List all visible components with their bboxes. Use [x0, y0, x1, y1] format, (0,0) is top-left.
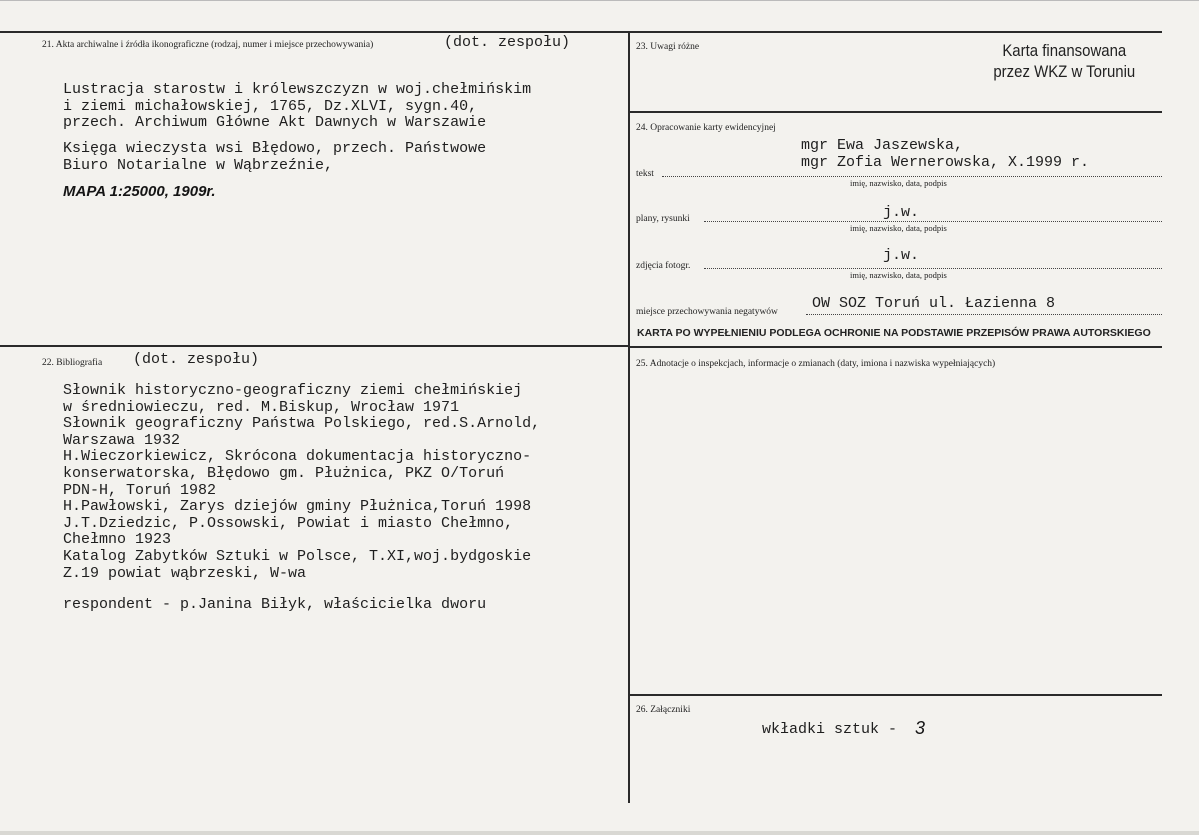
right-middle-divider — [630, 346, 1162, 348]
section-21-scope-note: (dot. zespołu) — [444, 34, 571, 51]
tekst-label: tekst — [636, 169, 654, 179]
tekst-dotted-line — [662, 176, 1162, 177]
funding-stamp-line-2: przez WKZ w Toruniu — [993, 62, 1135, 81]
zdjecia-value: j.w. — [883, 247, 920, 264]
left-middle-divider — [0, 345, 628, 347]
section-22-label: 22. Bibliografia — [42, 358, 103, 368]
top-paper-edge — [0, 0, 1199, 1]
zdjecia-label: zdjęcia fotogr. — [636, 261, 691, 271]
divider-25-26 — [630, 694, 1162, 696]
negatives-location-value: OW SOZ Toruń ul. Łazienna 8 — [812, 295, 1056, 312]
plany-label: plany, rysunki — [636, 214, 690, 224]
negatives-dotted-line — [806, 314, 1162, 315]
funding-stamp — [993, 40, 1135, 82]
attachments-value: wkładki sztuk - — [762, 721, 907, 738]
funding-stamp-line-1: Karta finansowana — [1002, 41, 1127, 60]
land-register-text: Księga wieczysta wsi Błędowo, przech. Państwowe Biuro Notarialne w Wąbrzeźnie, — [63, 140, 487, 174]
bibliography-list: Słownik historyczno-geograficzny ziemi chełmińskiej w średniowieczu, red. M.Biskup, Wrocław 1971 Słownik geograficzny Państwa Polskiego, red.S.Arnold, Warszawa 1932 H.Wieczorkiewicz, Skrócona dokumentacja historyczno- konserwatorska, Błędowo gm. Płużnica, PKZ O/Toruń PDN-H, Toruń 1982 H.Pawłowski, Zarys dziejów gminy Płużnica,Toruń 1998 J.T.Dziedzic, P.Ossowski, Powiat i miasto Chełmno, Chełmno 1923 Katalog Zabytków Sztuki w Polsce, T.XI,woj.bydgoskie Z.19 powiat wąbrzeski, W-wa — [63, 382, 541, 582]
section-25-label: 25. Adnotacje o inspekcjach, informacje o zmianach (daty, imiona i nazwiska wypełniających) — [636, 359, 996, 369]
section-22-scope-note: (dot. zespołu) — [133, 351, 260, 368]
copyright-notice: KARTA PO WYPEŁNIENIU PODLEGA OCHRONIE NA PODSTAWIE PRZEPISÓW PRAWA AUTORSKIEGO — [637, 327, 1151, 339]
divider-23-24 — [630, 111, 1162, 113]
archival-sources-text: Lustracja starostw i królewszczyzn w woj.chełmińskim i ziemi michałowskiej, 1765, Dz.XLVI, sygn.40, przech. Archiwum Główne Akt Dawnych w Warszawie — [63, 81, 532, 132]
top-border — [0, 31, 1162, 33]
zdjecia-dotted-line — [704, 268, 1162, 269]
section-26-label: 26. Załączniki — [636, 705, 691, 715]
plany-value: j.w. — [883, 204, 920, 221]
plany-caption: imię, nazwisko, data, podpis — [850, 223, 947, 233]
negatives-location-label: miejsce przechowywania negatywów — [636, 307, 778, 317]
attachments-count-handwritten: 3 — [915, 718, 926, 738]
section-21-label: 21. Akta archiwalne i źródła ikonograficzne (rodzaj, numer i miejsce przechowywania) — [42, 40, 374, 50]
center-divider — [628, 31, 630, 803]
zdjecia-caption: imię, nazwisko, data, podpis — [850, 270, 947, 280]
tekst-author-value: mgr Ewa Jaszewska, mgr Zofia Wernerowska, X.1999 r. — [801, 137, 1090, 171]
section-24-label: 24. Opracowanie karty ewidencyjnej — [636, 123, 776, 133]
section-23-label: 23. Uwagi różne — [636, 42, 700, 52]
tekst-caption: imię, nazwisko, data, podpis — [850, 178, 947, 188]
plany-dotted-line — [704, 221, 1162, 222]
bottom-paper-edge — [0, 831, 1199, 835]
respondent-text: respondent - p.Janina Biłyk, właścicielka dworu — [63, 596, 487, 613]
handwritten-map-note: MAPA 1:25000, 1909r. — [63, 183, 216, 200]
